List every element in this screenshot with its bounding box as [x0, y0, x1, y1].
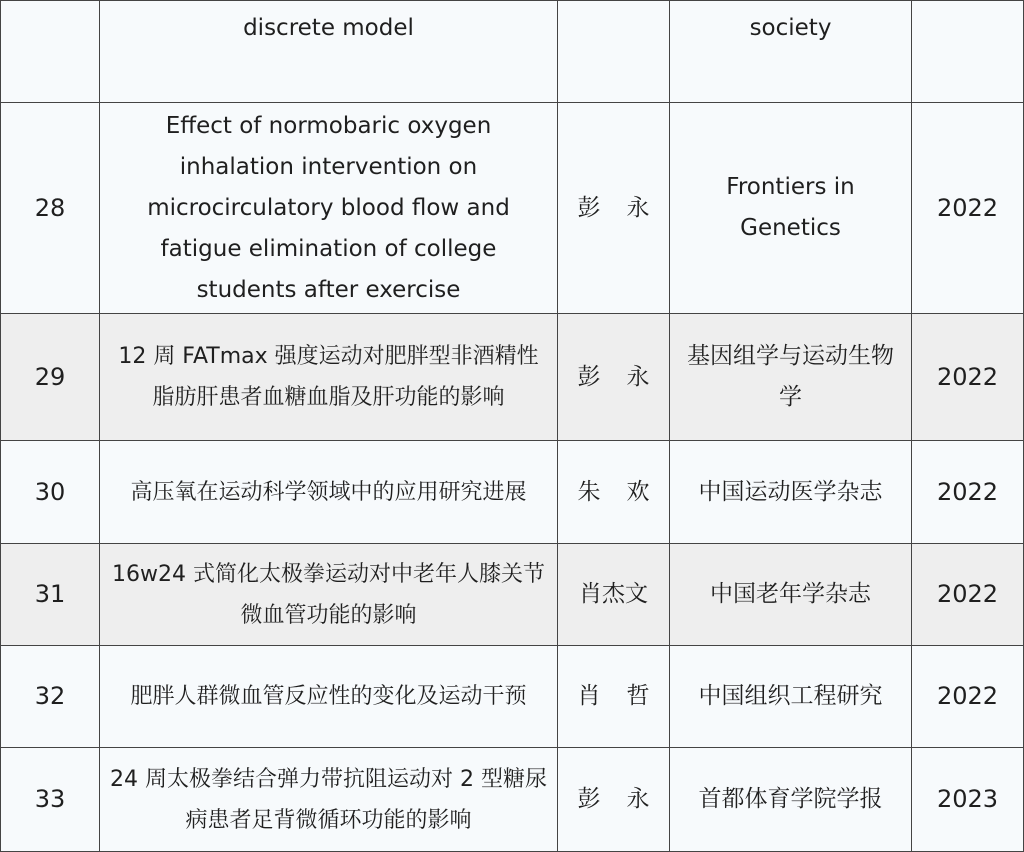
table-row: [1, 314, 1024, 441]
header-cell-journal: society: [670, 1, 912, 103]
publication-year: 2022: [912, 314, 1024, 441]
row-number: 33: [1, 748, 100, 852]
author-name: 彭 永: [558, 314, 670, 441]
row-number: 32: [1, 646, 100, 748]
journal-name: 首都体育学院学报: [670, 748, 912, 852]
header-cell-title: discrete model: [100, 1, 558, 103]
header-cell-year: [912, 1, 1024, 103]
paper-title: 24 周太极拳结合弹力带抗阻运动对 2 型糖尿病患者足背微循环功能的影响: [100, 748, 558, 852]
table-row: [1, 544, 1024, 646]
header-cell-author: [558, 1, 670, 103]
journal-name: 中国运动医学杂志: [670, 441, 912, 544]
publication-year: 2022: [912, 441, 1024, 544]
journal-name: Frontiers in Genetics: [670, 103, 912, 314]
row-number: 29: [1, 314, 100, 441]
table-row: [1, 646, 1024, 748]
paper-title: Effect of normobaric oxygen inhalation intervention on microcirculatory blood flow and fatigue elimination of college students after exercise: [100, 103, 558, 314]
table-row: [1, 748, 1024, 852]
paper-title: 高压氧在运动科学领域中的应用研究进展: [100, 441, 558, 544]
journal-name: 中国组织工程研究: [670, 646, 912, 748]
paper-title: 肥胖人群微血管反应性的变化及运动干预: [100, 646, 558, 748]
journal-name: 中国老年学杂志: [670, 544, 912, 646]
author-name: 彭 永: [558, 103, 670, 314]
author-name: 朱 欢: [558, 441, 670, 544]
paper-title: 12 周 FATmax 强度运动对肥胖型非酒精性脂肪肝患者血糖血脂及肝功能的影响: [100, 314, 558, 441]
row-number: 30: [1, 441, 100, 544]
table-row: [1, 441, 1024, 544]
author-name: 肖杰文: [558, 544, 670, 646]
header-cell-number: [1, 1, 100, 103]
publication-year: 2022: [912, 103, 1024, 314]
row-number: 28: [1, 103, 100, 314]
table-row: [1, 103, 1024, 314]
journal-name: 基因组学与运动生物学: [670, 314, 912, 441]
author-name: 肖 哲: [558, 646, 670, 748]
publication-year: 2023: [912, 748, 1024, 852]
row-number: 31: [1, 544, 100, 646]
author-name: 彭 永: [558, 748, 670, 852]
publication-year: 2022: [912, 544, 1024, 646]
header-row: [1, 1, 1024, 103]
paper-title: 16w24 式简化太极拳运动对中老年人膝关节微血管功能的影响: [100, 544, 558, 646]
publication-year: 2022: [912, 646, 1024, 748]
